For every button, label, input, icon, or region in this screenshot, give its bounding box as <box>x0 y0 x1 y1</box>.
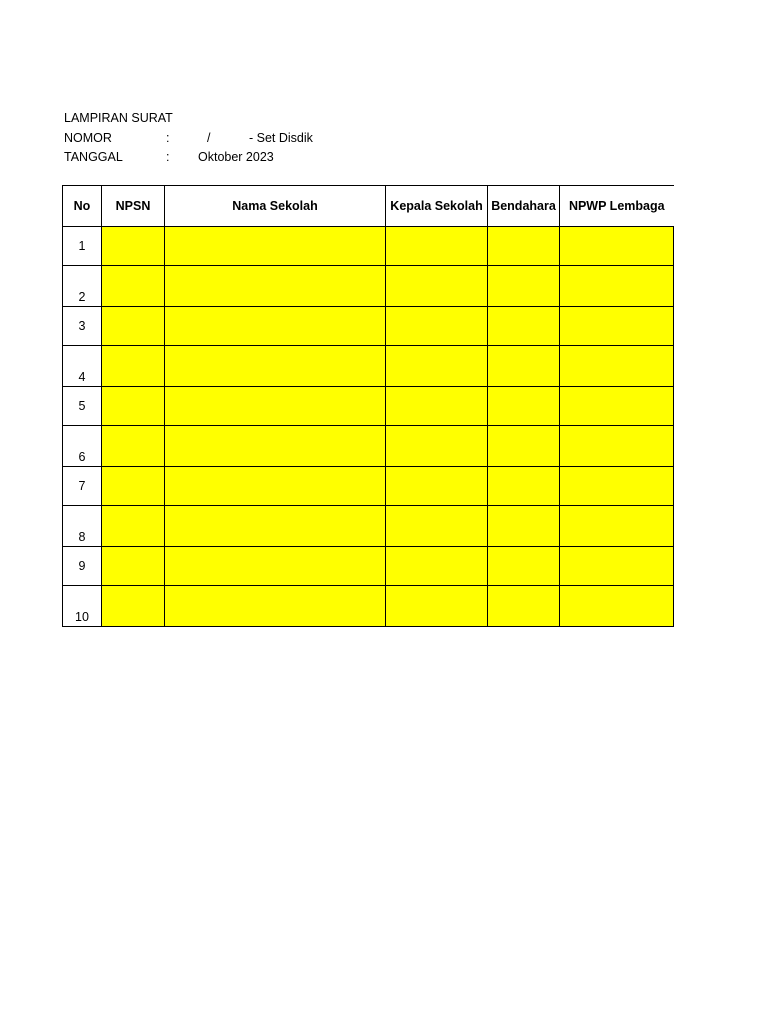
row-number: 3 <box>63 307 102 346</box>
cell-npwp-lembaga[interactable] <box>560 506 674 547</box>
cell-kepala-sekolah[interactable] <box>386 307 488 346</box>
table-row <box>63 467 674 506</box>
school-table <box>62 185 674 627</box>
cell-nama-sekolah[interactable] <box>165 467 386 506</box>
cell-nama-sekolah[interactable] <box>165 266 386 307</box>
row-number: 7 <box>63 467 102 506</box>
table-row <box>63 266 674 307</box>
cell-kepala-sekolah[interactable] <box>386 547 488 586</box>
row-number: 8 <box>63 506 102 547</box>
table-row <box>63 227 674 266</box>
cell-kepala-sekolah[interactable] <box>386 346 488 387</box>
cell-nama-sekolah[interactable] <box>165 307 386 346</box>
nomor-colon: : <box>166 130 170 145</box>
row-number: 1 <box>63 227 102 266</box>
nomor-slash: / <box>207 130 211 145</box>
nomor-suffix: - Set Disdik <box>249 130 313 145</box>
attachment-title: LAMPIRAN SURAT <box>64 111 173 125</box>
cell-bendahara[interactable] <box>488 387 560 426</box>
cell-kepala-sekolah[interactable] <box>386 387 488 426</box>
cell-bendahara[interactable] <box>488 586 560 627</box>
column-header-kepala-sekolah: Kepala Sekolah <box>386 186 488 227</box>
cell-nama-sekolah[interactable] <box>165 547 386 586</box>
row-number: 2 <box>63 266 102 307</box>
cell-nama-sekolah[interactable] <box>165 586 386 627</box>
cell-npsn[interactable] <box>102 227 165 266</box>
table-row <box>63 307 674 346</box>
cell-npwp-lembaga[interactable] <box>560 266 674 307</box>
cell-npsn[interactable] <box>102 266 165 307</box>
row-number: 4 <box>63 346 102 387</box>
cell-bendahara[interactable] <box>488 467 560 506</box>
cell-npsn[interactable] <box>102 467 165 506</box>
table-row <box>63 426 674 467</box>
table-body <box>63 227 674 627</box>
cell-kepala-sekolah[interactable] <box>386 266 488 307</box>
cell-nama-sekolah[interactable] <box>165 227 386 266</box>
column-header-npsn: NPSN <box>102 186 165 227</box>
table-header-row <box>63 186 674 227</box>
cell-npsn[interactable] <box>102 547 165 586</box>
cell-kepala-sekolah[interactable] <box>386 586 488 627</box>
table-row <box>63 506 674 547</box>
cell-bendahara[interactable] <box>488 307 560 346</box>
tanggal-value: Oktober 2023 <box>198 150 274 164</box>
tanggal-colon: : <box>166 150 170 164</box>
table-row <box>63 387 674 426</box>
cell-npwp-lembaga[interactable] <box>560 307 674 346</box>
cell-kepala-sekolah[interactable] <box>386 227 488 266</box>
nomor-label: NOMOR <box>64 130 112 145</box>
cell-npsn[interactable] <box>102 426 165 467</box>
cell-kepala-sekolah[interactable] <box>386 426 488 467</box>
cell-npsn[interactable] <box>102 307 165 346</box>
cell-nama-sekolah[interactable] <box>165 387 386 426</box>
column-header-nama-sekolah: Nama Sekolah <box>165 186 386 227</box>
table-row <box>63 346 674 387</box>
cell-npsn[interactable] <box>102 346 165 387</box>
column-header-bendahara: Bendahara <box>488 186 560 227</box>
column-header-npwp-lembaga: NPWP Lembaga <box>560 186 674 227</box>
table-row <box>63 547 674 586</box>
cell-bendahara[interactable] <box>488 547 560 586</box>
cell-npwp-lembaga[interactable] <box>560 586 674 627</box>
table-row <box>63 586 674 627</box>
cell-npwp-lembaga[interactable] <box>560 387 674 426</box>
cell-npwp-lembaga[interactable] <box>560 547 674 586</box>
cell-bendahara[interactable] <box>488 266 560 307</box>
cell-bendahara[interactable] <box>488 506 560 547</box>
cell-nama-sekolah[interactable] <box>165 426 386 467</box>
row-number: 9 <box>63 547 102 586</box>
row-number: 6 <box>63 426 102 467</box>
cell-bendahara[interactable] <box>488 426 560 467</box>
cell-npsn[interactable] <box>102 506 165 547</box>
tanggal-label: TANGGAL <box>64 150 123 164</box>
cell-npwp-lembaga[interactable] <box>560 467 674 506</box>
cell-kepala-sekolah[interactable] <box>386 467 488 506</box>
cell-npwp-lembaga[interactable] <box>560 426 674 467</box>
cell-npsn[interactable] <box>102 586 165 627</box>
cell-nama-sekolah[interactable] <box>165 346 386 387</box>
cell-bendahara[interactable] <box>488 346 560 387</box>
cell-npwp-lembaga[interactable] <box>560 227 674 266</box>
row-number: 10 <box>63 586 102 627</box>
cell-npsn[interactable] <box>102 387 165 426</box>
cell-nama-sekolah[interactable] <box>165 506 386 547</box>
cell-bendahara[interactable] <box>488 227 560 266</box>
row-number: 5 <box>63 387 102 426</box>
column-header-no: No <box>63 186 102 227</box>
cell-kepala-sekolah[interactable] <box>386 506 488 547</box>
cell-npwp-lembaga[interactable] <box>560 346 674 387</box>
